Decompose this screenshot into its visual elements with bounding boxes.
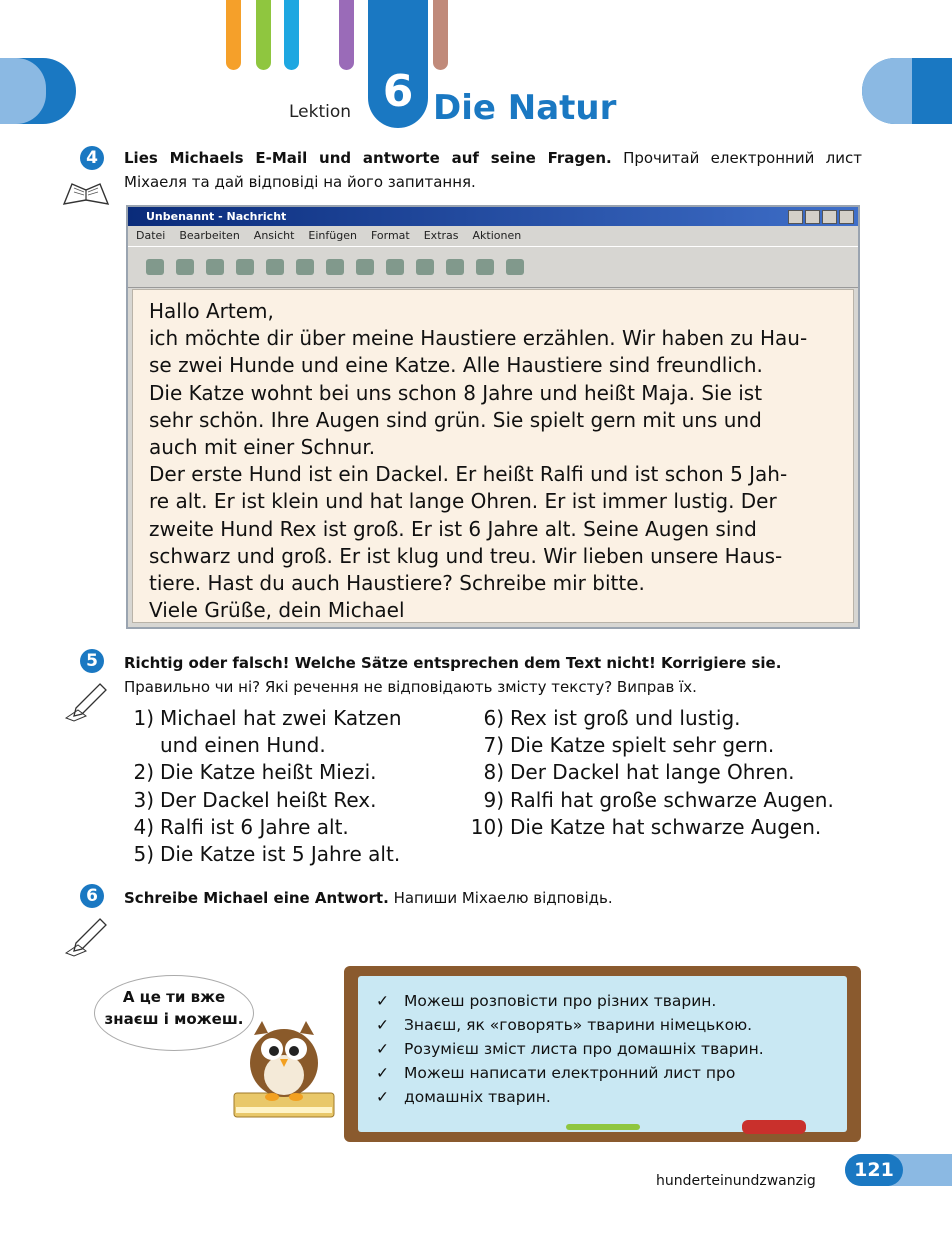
item-number: 10)	[470, 814, 504, 839]
task5-instruction-de: Richtig oder falsch! Welche Sätze entsprechen dem Text nicht! Korrigiere sie.	[124, 654, 782, 672]
email-line: Hallo Artem,	[149, 299, 274, 323]
close-icon[interactable]	[839, 210, 854, 224]
list-item	[130, 814, 460, 841]
stripe-brown	[433, 0, 448, 70]
lesson-number: 6	[382, 66, 414, 117]
list-item	[130, 705, 460, 732]
email-body[interactable]	[132, 289, 854, 623]
minimize-icon[interactable]	[805, 210, 820, 224]
bubble-line-2: знаєш і можеш.	[104, 1010, 244, 1028]
email-toolbar	[128, 246, 858, 288]
item-number: 2)	[133, 760, 154, 785]
stripe-green	[256, 0, 271, 70]
pen-writing-icon	[64, 682, 108, 722]
menu-format[interactable]: Format	[370, 229, 410, 242]
toolbar-attach-icon[interactable]	[326, 259, 344, 275]
check-item: ✓ Можеш розповісти про різних тварин.	[374, 989, 764, 1013]
menu-einfuegen[interactable]: Einfügen	[308, 229, 357, 242]
email-line: tiere. Hast du auch Haustiere? Schreibe mir bitte.	[149, 571, 645, 596]
item-text: Die Katze heißt Miezi.	[160, 760, 377, 785]
task6-instruction	[124, 886, 613, 910]
toolbar-options-icon[interactable]	[446, 259, 464, 275]
right-edge-tab-shade	[862, 58, 912, 124]
window-controls	[788, 210, 854, 224]
toolbar-addressbook-icon[interactable]	[356, 259, 374, 275]
toolbar-priority-icon[interactable]	[476, 259, 494, 275]
item-text: Ralfi ist 6 Jahre alt.	[160, 814, 349, 839]
toolbar-send-icon[interactable]	[146, 259, 164, 275]
toolbar-paste-icon[interactable]	[296, 259, 314, 275]
email-line: Der erste Hund ist ein Dackel. Er heißt Ralfi und ist schon 5 Jah-	[149, 462, 788, 487]
toolbar-signature-icon[interactable]	[506, 259, 524, 275]
item-number: 6)	[483, 706, 504, 730]
list-item	[468, 814, 868, 841]
task6-instruction-de: Schreibe Michael eine Antwort.	[124, 889, 389, 907]
toolbar-cut-icon[interactable]	[236, 259, 254, 275]
lesson-label: Lektion	[289, 102, 352, 122]
page-number-word: hunderteinundzwanzig	[656, 1173, 816, 1189]
item-text: Die Katze ist 5 Jahre alt.	[160, 842, 401, 867]
page-number: 121	[845, 1154, 903, 1186]
item-number: 7)	[483, 733, 504, 758]
task-number-6: 6	[80, 884, 104, 908]
list-item	[468, 705, 868, 732]
item-number: 4)	[133, 814, 154, 839]
item-text: Die Katze hat schwarze Augen.	[510, 814, 822, 839]
email-line: Die Katze wohnt bei uns schon 8 Jahre und heißt Maja. Sie ist	[149, 380, 763, 405]
email-line: zweite Hund Rex ist groß. Er ist 6 Jahre alt. Seine Augen sind	[149, 516, 757, 541]
stripe-orange	[226, 0, 241, 70]
list-item	[130, 759, 460, 786]
item-text: Der Dackel hat lange Ohren.	[510, 760, 795, 785]
chalk-and-eraser-icon	[560, 1120, 820, 1136]
item-text-continued: und einen Hund.	[160, 733, 326, 758]
menu-aktionen[interactable]: Aktionen	[472, 229, 522, 242]
list-item	[468, 732, 868, 759]
skills-checklist	[374, 989, 764, 1109]
bubble-line-1: А це ти вже	[122, 988, 226, 1006]
toolbar-copy-icon[interactable]	[266, 259, 284, 275]
task4-instruction-de: Lies Michaels E-Mail und antworte auf seine Fragen.	[124, 149, 612, 167]
list-item	[130, 841, 460, 868]
item-text: Die Katze spielt sehr gern.	[510, 733, 775, 758]
statements-left	[130, 705, 460, 868]
email-titlebar	[128, 207, 858, 226]
item-number: 5)	[133, 842, 154, 867]
help-icon[interactable]	[788, 210, 803, 224]
item-number: 3)	[133, 787, 154, 812]
list-item	[130, 732, 460, 759]
list-item	[468, 759, 868, 786]
toolbar-check-icon[interactable]	[386, 259, 404, 275]
email-line: sehr schön. Ihre Augen sind grün. Sie spielt gern mit uns und	[149, 407, 762, 432]
stripe-blue	[284, 0, 299, 70]
maximize-icon[interactable]	[822, 210, 837, 224]
task5-instruction-ua: Правильно чи ні? Які речення не відповідають змісту тексту? Виправ їх.	[124, 678, 697, 696]
check-item: ✓ Можеш написати електронний лист про	[374, 1061, 764, 1085]
item-text: Ralfi hat große schwarze Augen.	[510, 787, 834, 812]
task6-instruction-ua: Напиши Міхаелю відповідь.	[393, 889, 613, 907]
email-line: se zwei Hunde und eine Katze. Alle Haustiere sind freundlich.	[149, 353, 763, 378]
task4-instruction	[124, 146, 862, 194]
email-line: auch mit einer Schnur.	[149, 435, 376, 460]
task4-instruction-ua: Прочитай електронний лист Міхаеля та дай відповіді на його запитання.	[124, 149, 862, 191]
check-item: ✓ Розумієш зміст листа про домашніх тварин.	[374, 1037, 764, 1061]
email-line: ich möchte dir über meine Haustiere erzählen. Wir haben zu Hau-	[149, 326, 808, 351]
toolbar-save-icon[interactable]	[176, 259, 194, 275]
pen-writing-icon	[64, 917, 108, 957]
email-window-title: Unbenannt - Nachricht	[146, 210, 287, 223]
task-number-5: 5	[80, 649, 104, 673]
email-line: Viele Grüße, dein Michael	[149, 598, 405, 623]
task-number-4: 4	[80, 146, 104, 170]
check-item: ✓ Знаєш, як «говорять» тварини німецькою.	[374, 1013, 764, 1037]
item-text: Der Dackel heißt Rex.	[160, 787, 377, 812]
item-number: 9)	[483, 787, 504, 812]
item-number: 1)	[133, 706, 154, 730]
owl-on-book-icon	[230, 1015, 342, 1123]
statements-right	[468, 705, 868, 841]
item-text: Rex ist groß und lustig.	[510, 706, 741, 730]
email-line: re alt. Er ist klein und hat lange Ohren. Er ist immer lustig. Der	[149, 489, 777, 514]
check-item-continued: ✓ домашніх тварин.	[374, 1085, 764, 1109]
stripe-purple	[339, 0, 354, 70]
menu-ansicht[interactable]: Ansicht	[253, 229, 295, 242]
menu-datei[interactable]: Datei	[136, 229, 166, 242]
email-window	[126, 205, 860, 629]
lesson-number-tab	[368, 0, 428, 128]
email-menubar	[128, 226, 858, 246]
toolbar-print-icon[interactable]	[206, 259, 224, 275]
item-text: Michael hat zwei Katzen	[160, 706, 402, 730]
menu-bearbeiten[interactable]: Bearbeiten	[179, 229, 240, 242]
page-title: Die Natur	[433, 88, 617, 128]
list-item	[130, 787, 460, 814]
email-line: schwarz und groß. Er ist klug und treu. Wir lieben unsere Haus-	[149, 543, 783, 568]
toolbar-flag-icon[interactable]	[416, 259, 434, 275]
item-number: 8)	[483, 760, 504, 785]
menu-extras[interactable]: Extras	[423, 229, 459, 242]
list-item	[468, 787, 868, 814]
open-book-icon	[62, 178, 110, 208]
task5-instruction	[124, 651, 862, 699]
